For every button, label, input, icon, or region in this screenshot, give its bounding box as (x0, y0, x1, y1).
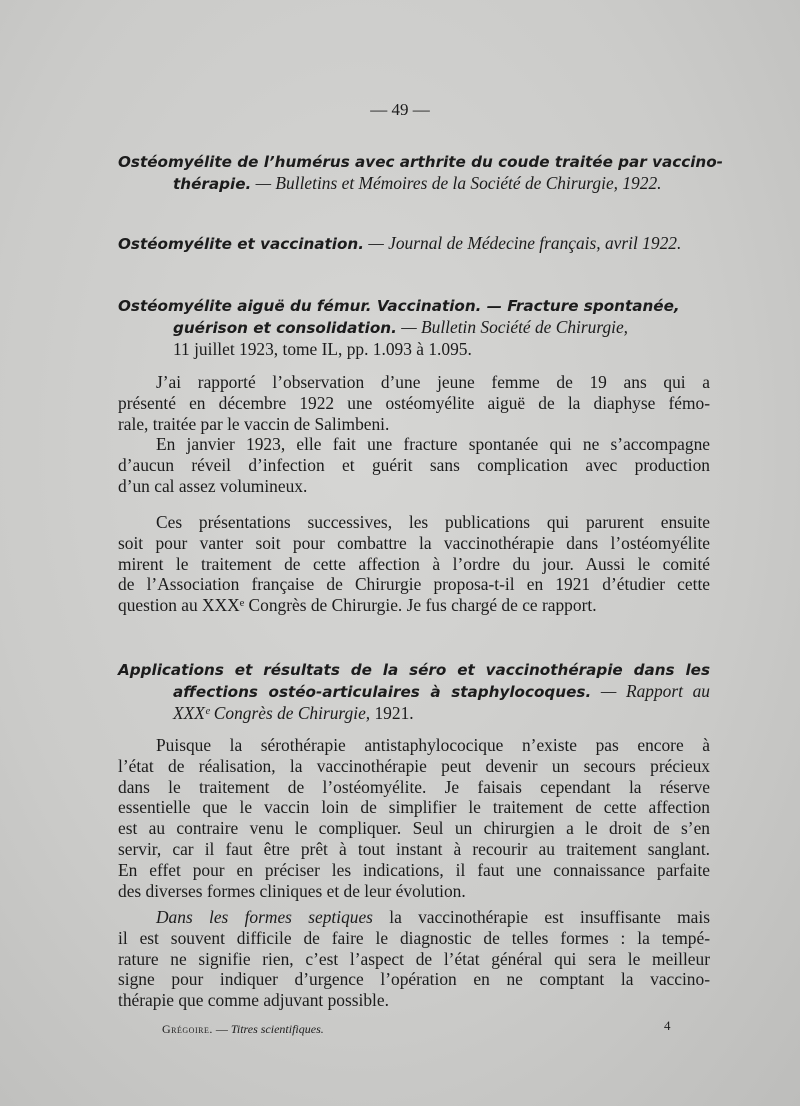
text-line: rale, traitée par le vaccin de Salimbeni. (118, 413, 390, 434)
text-line: il est souvent difficile de faire le diagnostic de telles formes : la tempé- (118, 927, 710, 948)
text-line: d’un cal assez volumineux. (118, 475, 308, 496)
entry-title: Ostéomyélite de l’humérus avec arthrite du coude traitée par vaccino- (118, 153, 723, 171)
entry-reference: — Journal de Médecine français, avril 1922. (363, 233, 682, 253)
entry-reference: 11 juillet 1923, tome IL, pp. 1.093 à 1.095. (173, 338, 472, 359)
body-paragraph (118, 735, 710, 901)
text-line: l’état de réalisation, la vaccinothérapie peut devenir un secours précieux (118, 755, 710, 776)
text-line: d’aucun réveil d’infection et guérit sans complication avec production (118, 455, 710, 476)
text-line: question au XXXᵉ Congrès de Chirurgie. Je fus chargé de ce rapport. (118, 595, 597, 616)
entry-reference: XXXᵉ Congrès de Chirurgie, (173, 702, 371, 723)
text-line: présenté en décembre 1922 une ostéomyélite aiguë de la diaphyse fémo- (118, 392, 710, 413)
text-line: de l’Association française de Chirurgie proposa-t-il en 1921 d’étudier cette (118, 574, 710, 595)
text-line: thérapie que comme adjuvant possible. (118, 990, 389, 1011)
text-line: dans le traitement de l’ostéomyélite. Je faisais cependant la réserve (118, 776, 710, 797)
page-number: — 49 — (370, 100, 430, 119)
entry-reference: — Rapport au (591, 680, 710, 701)
footer-title: Titres scientifiques. (230, 1022, 324, 1036)
text-line: signe pour indiquer d’urgence l’opération en ne comptant la vaccino- (118, 969, 710, 990)
bibliography-entry (118, 660, 710, 723)
body-paragraph (118, 907, 710, 1011)
text-line: Puisque la sérothérapie antistaphylococique n’existe pas encore à (156, 735, 710, 755)
text-line: En janvier 1923, elle fait une fracture spontanée qui ne s’accompagne (156, 434, 710, 455)
text-line: soit pour vanter soit pour combattre la vaccinothérapie dans l’ostéomyélite (118, 532, 710, 553)
entry-reference: — Bulletins et Mémoires de la Société de Chirurgie, 1922. (251, 172, 662, 193)
entry-year: 1921. (370, 702, 414, 723)
text-line: la vaccinothérapie est insuffisante mais (372, 907, 710, 927)
bibliography-entry (118, 296, 710, 359)
text-line: mirent le traitement de cette affection à l’ordre du jour. Aussi le comité (118, 553, 710, 574)
text-line: servir, car il faut être prêt à tout instant à recourir au traitement sanglant. (118, 838, 710, 859)
text-line: En effet pour en préciser les indications, il faut une connaissance parfaite (118, 859, 710, 880)
text-line: essentielle que le vaccin loin de simplifier le traitement de cette affection (118, 797, 710, 818)
entry-reference: — Bulletin Société de Chirurgie, (396, 316, 629, 337)
bibliography-entry (118, 233, 710, 255)
entry-title: Applications et résultats de la séro et vaccinothérapie dans les (118, 661, 710, 679)
entry-title: Ostéomyélite aiguë du fémur. Vaccination. — Fracture spontanée, (118, 297, 680, 315)
footer-author: Grégoire. (162, 1022, 213, 1036)
entry-title: guérison et consolidation. (173, 318, 397, 337)
text-line: Ces présentations successives, les publications qui parurent ensuite (156, 512, 710, 532)
sheet-number: 4 (664, 1018, 671, 1033)
text-line: J’ai rapporté l’observation d’une jeune femme de 19 ans qui a (156, 372, 710, 392)
italic-lead: Dans les formes septiques (156, 907, 373, 927)
page-footer (162, 1022, 324, 1037)
entry-title: thérapie. (173, 174, 252, 193)
entry-title: Ostéomyélite et vaccination. (118, 235, 364, 253)
bibliography-entry (118, 152, 723, 195)
body-paragraph (118, 512, 710, 616)
text-line: est au contraire venu le compliquer. Seul un chirurgien a le droit de s’en (118, 818, 710, 839)
body-paragraph (118, 372, 710, 497)
entry-title: affections ostéo-articulaires à staphylocoques. (173, 682, 592, 701)
text-line: des diverses formes cliniques et de leur évolution. (118, 880, 466, 901)
footer-dash: — (212, 1022, 231, 1036)
text-line: rature ne signifie rien, c’est l’aspect de l’état général qui sera le meilleur (118, 948, 710, 969)
